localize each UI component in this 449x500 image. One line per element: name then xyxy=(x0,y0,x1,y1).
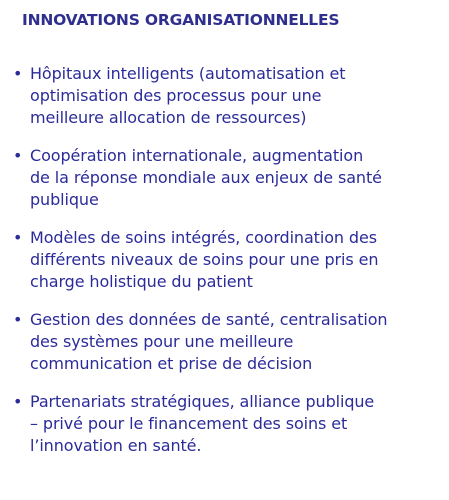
list-item-line: – privé pour le financement des soins et xyxy=(30,414,348,433)
list-item-line: Gestion des données de santé, centralisation xyxy=(30,310,388,329)
bullet-list xyxy=(12,63,449,473)
list-item-line: Modèles de soins intégrés, coordination des xyxy=(30,228,377,247)
list-item-line: publique xyxy=(30,190,99,209)
list-item-line: Partenariats stratégiques, alliance publique xyxy=(30,392,375,411)
list-item xyxy=(12,145,449,211)
list-item-line: Hôpitaux intelligents (automatisation et xyxy=(30,64,346,83)
list-item-line: l’innovation en santé. xyxy=(30,436,202,455)
list-item xyxy=(12,391,449,457)
list-item-line: optimisation des processus pour une xyxy=(30,86,322,105)
bullet-point-icon: • xyxy=(13,310,23,329)
bullet-point-icon: • xyxy=(13,64,23,83)
list-item-line: de la réponse mondiale aux enjeux de santé xyxy=(30,168,382,187)
list-item-line: meilleure allocation de ressources) xyxy=(30,108,307,127)
list-item-line: charge holistique du patient xyxy=(30,272,253,291)
list-item-line: Coopération internationale, augmentation xyxy=(30,146,364,165)
section-title: INNOVATIONS ORGANISATIONNELLES xyxy=(22,11,340,29)
bullet-point-icon: • xyxy=(13,146,23,165)
bullet-point-icon: • xyxy=(13,392,23,411)
list-item xyxy=(12,63,449,129)
list-item xyxy=(12,227,449,293)
list-item xyxy=(12,309,449,375)
list-item-line: communication et prise de décision xyxy=(30,354,313,373)
bullet-point-icon: • xyxy=(13,228,23,247)
list-item-line: des systèmes pour une meilleure xyxy=(30,332,294,351)
list-item-line: différents niveaux de soins pour une pris en xyxy=(30,250,379,269)
